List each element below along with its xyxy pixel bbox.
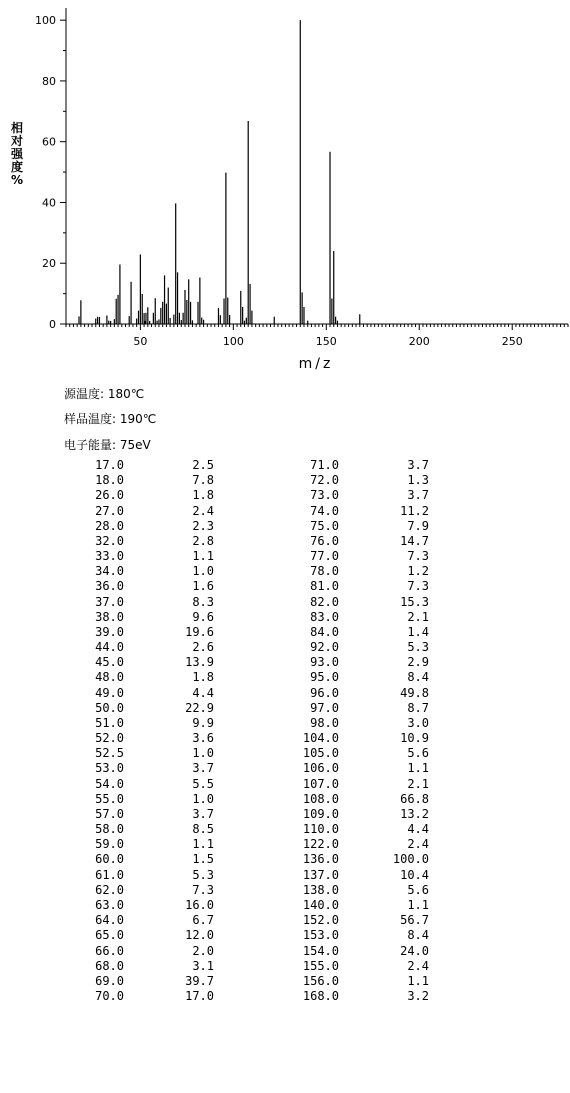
mz-value: 60.0 <box>95 852 124 867</box>
intensity-value: 14.7 <box>400 533 429 548</box>
mz-value: 74.0 <box>310 503 339 518</box>
mz-value: 76.0 <box>310 533 339 548</box>
mz-value: 28.0 <box>95 518 124 533</box>
peak-table <box>64 458 429 1004</box>
mz-value: 137.0 <box>302 867 339 882</box>
mz-value: 26.0 <box>95 488 124 503</box>
mz-value: 153.0 <box>302 928 339 943</box>
table-row <box>64 807 429 822</box>
x-tick-label: 200 <box>408 335 430 348</box>
intensity-value: 1.1 <box>407 973 429 988</box>
table-row <box>64 579 429 594</box>
table-row <box>64 640 429 655</box>
table-row <box>64 883 429 898</box>
intensity-value: 24.0 <box>400 943 429 958</box>
mz-value: 38.0 <box>95 609 124 624</box>
mz-value: 68.0 <box>95 958 124 973</box>
intensity-value: 13.2 <box>400 806 429 821</box>
intensity-value: 3.7 <box>407 488 429 503</box>
y-tick-label: 40 <box>42 196 56 210</box>
mz-value: 97.0 <box>310 700 339 715</box>
mz-value: 49.0 <box>95 685 124 700</box>
x-tick-label: 50 <box>133 335 148 348</box>
mz-value: 92.0 <box>310 640 339 655</box>
intensity-value: 7.8 <box>192 473 214 488</box>
mz-value: 69.0 <box>95 973 124 988</box>
table-row <box>64 852 429 867</box>
intensity-value: 1.3 <box>407 473 429 488</box>
mz-value: 39.0 <box>95 624 124 639</box>
mz-value: 62.0 <box>95 882 124 897</box>
mz-value: 45.0 <box>95 655 124 670</box>
table-row <box>64 625 429 640</box>
chart-axes <box>60 8 568 330</box>
table-row <box>64 989 429 1004</box>
intensity-value: 1.0 <box>192 746 214 761</box>
table-row <box>64 837 429 852</box>
table-row <box>64 868 429 883</box>
intensity-value: 2.0 <box>192 943 214 958</box>
intensity-value: 1.5 <box>192 852 214 867</box>
table-row <box>64 898 429 913</box>
intensity-value: 13.9 <box>185 655 214 670</box>
intensity-value: 3.7 <box>192 761 214 776</box>
x-tick-label: 100 <box>222 335 244 348</box>
mz-value: 51.0 <box>95 715 124 730</box>
y-tick-label: 20 <box>42 257 56 271</box>
mz-value: 71.0 <box>310 458 339 472</box>
intensity-value: 2.5 <box>192 458 214 472</box>
mz-value: 156.0 <box>302 973 339 988</box>
mz-value: 50.0 <box>95 700 124 715</box>
intensity-value: 5.3 <box>192 867 214 882</box>
mz-value: 108.0 <box>302 791 339 806</box>
mz-value: 52.0 <box>95 731 124 746</box>
mz-value: 106.0 <box>302 761 339 776</box>
mz-value: 54.0 <box>95 776 124 791</box>
intensity-value: 1.8 <box>192 670 214 685</box>
intensity-value: 9.6 <box>192 609 214 624</box>
table-row <box>64 564 429 579</box>
mz-value: 107.0 <box>302 776 339 791</box>
table-row <box>64 716 429 731</box>
mz-value: 64.0 <box>95 913 124 928</box>
mz-value: 122.0 <box>302 837 339 852</box>
intensity-value: 2.3 <box>192 518 214 533</box>
mz-value: 34.0 <box>95 564 124 579</box>
intensity-value: 8.5 <box>192 822 214 837</box>
y-axis-label-char: 强 <box>10 147 23 161</box>
mz-value: 58.0 <box>95 822 124 837</box>
intensity-value: 7.3 <box>407 549 429 564</box>
y-tick-label: 80 <box>42 74 56 88</box>
intensity-value: 1.0 <box>192 791 214 806</box>
table-row <box>64 488 429 503</box>
intensity-value: 5.5 <box>192 776 214 791</box>
table-row <box>64 761 429 776</box>
intensity-value: 4.4 <box>407 822 429 837</box>
sample-temperature: 样品温度: 190℃ <box>64 412 157 426</box>
intensity-value: 3.1 <box>192 958 214 973</box>
intensity-value: 12.0 <box>185 928 214 943</box>
intensity-value: 1.1 <box>407 897 429 912</box>
table-row <box>64 670 429 685</box>
table-row <box>64 777 429 792</box>
intensity-value: 2.4 <box>407 958 429 973</box>
mz-value: 75.0 <box>310 518 339 533</box>
x-tick-label: 150 <box>315 335 337 348</box>
table-row <box>64 746 429 761</box>
y-axis-label-char: 对 <box>10 134 23 148</box>
mz-value: 110.0 <box>302 822 339 837</box>
intensity-value: 1.6 <box>192 579 214 594</box>
table-row <box>64 944 429 959</box>
mz-value: 44.0 <box>95 640 124 655</box>
mz-value: 61.0 <box>95 867 124 882</box>
mz-value: 98.0 <box>310 715 339 730</box>
mz-value: 73.0 <box>310 488 339 503</box>
table-row <box>64 655 429 670</box>
x-tick-label: 250 <box>501 335 523 348</box>
intensity-value: 1.0 <box>192 564 214 579</box>
table-row <box>64 519 429 534</box>
intensity-value: 2.9 <box>407 655 429 670</box>
intensity-value: 8.4 <box>407 928 429 943</box>
intensity-value: 100.0 <box>392 852 429 867</box>
intensity-value: 10.4 <box>400 867 429 882</box>
mz-value: 37.0 <box>95 594 124 609</box>
intensity-value: 22.9 <box>185 700 214 715</box>
y-axis-label-char: 度 <box>10 160 23 174</box>
mz-value: 93.0 <box>310 655 339 670</box>
intensity-value: 6.7 <box>192 913 214 928</box>
mz-value: 27.0 <box>95 503 124 518</box>
table-row <box>64 534 429 549</box>
mz-value: 155.0 <box>302 958 339 973</box>
table-row <box>64 458 429 473</box>
intensity-value: 8.7 <box>407 700 429 715</box>
intensity-value: 2.4 <box>407 837 429 852</box>
intensity-value: 19.6 <box>185 624 214 639</box>
intensity-value: 7.3 <box>192 882 214 897</box>
intensity-value: 9.9 <box>192 715 214 730</box>
intensity-value: 8.4 <box>407 670 429 685</box>
intensity-value: 66.8 <box>400 791 429 806</box>
mz-value: 95.0 <box>310 670 339 685</box>
intensity-value: 2.4 <box>192 503 214 518</box>
table-row <box>64 913 429 928</box>
peak-bars <box>79 20 360 324</box>
mz-value: 66.0 <box>95 943 124 958</box>
mz-value: 36.0 <box>95 579 124 594</box>
mz-value: 63.0 <box>95 897 124 912</box>
table-row <box>64 959 429 974</box>
table-row <box>64 549 429 564</box>
mz-value: 140.0 <box>302 897 339 912</box>
table-row <box>64 701 429 716</box>
mz-value: 33.0 <box>95 549 124 564</box>
intensity-value: 56.7 <box>400 913 429 928</box>
y-tick-label: 60 <box>42 135 56 149</box>
y-axis-label <box>9 122 25 187</box>
intensity-value: 3.6 <box>192 731 214 746</box>
intensity-value: 1.8 <box>192 488 214 503</box>
mz-value: 52.5 <box>95 746 124 761</box>
mz-value: 109.0 <box>302 806 339 821</box>
mz-value: 104.0 <box>302 731 339 746</box>
intensity-value: 8.3 <box>192 594 214 609</box>
intensity-value: 1.1 <box>192 549 214 564</box>
mz-value: 84.0 <box>310 624 339 639</box>
intensity-value: 39.7 <box>185 973 214 988</box>
mz-value: 48.0 <box>95 670 124 685</box>
electron-energy: 电子能量: 75eV <box>64 438 151 452</box>
y-axis-label-char: % <box>10 173 24 187</box>
table-row <box>64 595 429 610</box>
mz-value: 78.0 <box>310 564 339 579</box>
intensity-value: 7.9 <box>407 518 429 533</box>
mz-value: 105.0 <box>302 746 339 761</box>
y-tick-label: 100 <box>35 14 56 28</box>
table-row <box>64 473 429 488</box>
table-row <box>64 504 429 519</box>
mz-value: 70.0 <box>95 989 124 1004</box>
intensity-value: 3.7 <box>407 458 429 472</box>
intensity-value: 1.1 <box>192 837 214 852</box>
mz-value: 136.0 <box>302 852 339 867</box>
mz-value: 152.0 <box>302 913 339 928</box>
mz-value: 168.0 <box>302 989 339 1004</box>
intensity-value: 1.1 <box>407 761 429 776</box>
intensity-value: 1.4 <box>407 624 429 639</box>
intensity-value: 4.4 <box>192 685 214 700</box>
table-row <box>64 686 429 701</box>
intensity-value: 5.6 <box>407 746 429 761</box>
intensity-value: 1.2 <box>407 564 429 579</box>
intensity-value: 2.1 <box>407 776 429 791</box>
table-row <box>64 610 429 625</box>
intensity-value: 5.3 <box>407 640 429 655</box>
intensity-value: 2.6 <box>192 640 214 655</box>
intensity-value: 49.8 <box>400 685 429 700</box>
mz-value: 53.0 <box>95 761 124 776</box>
mz-value: 72.0 <box>310 473 339 488</box>
table-row <box>64 974 429 989</box>
mz-value: 59.0 <box>95 837 124 852</box>
tick-labels <box>35 14 523 348</box>
mz-value: 154.0 <box>302 943 339 958</box>
intensity-value: 3.0 <box>407 715 429 730</box>
mz-value: 77.0 <box>310 549 339 564</box>
y-axis-label-char: 相 <box>10 121 23 135</box>
intensity-value: 5.6 <box>407 882 429 897</box>
table-row <box>64 792 429 807</box>
table-row <box>64 731 429 746</box>
table-row <box>64 928 429 943</box>
intensity-value: 17.0 <box>185 989 214 1004</box>
mz-value: 138.0 <box>302 882 339 897</box>
intensity-value: 3.2 <box>407 989 429 1004</box>
mz-value: 55.0 <box>95 791 124 806</box>
mz-value: 17.0 <box>95 458 124 472</box>
mass-spectrum-chart <box>0 0 570 380</box>
mz-value: 83.0 <box>310 609 339 624</box>
intensity-value: 2.1 <box>407 609 429 624</box>
intensity-value: 7.3 <box>407 579 429 594</box>
intensity-value: 16.0 <box>185 897 214 912</box>
mz-value: 96.0 <box>310 685 339 700</box>
source-temperature: 源温度: 180℃ <box>64 387 145 401</box>
intensity-value: 11.2 <box>400 503 429 518</box>
table-row <box>64 822 429 837</box>
x-axis-label: m/z <box>298 356 334 372</box>
mz-value: 32.0 <box>95 533 124 548</box>
mz-value: 81.0 <box>310 579 339 594</box>
mz-value: 18.0 <box>95 473 124 488</box>
intensity-value: 15.3 <box>400 594 429 609</box>
mz-value: 82.0 <box>310 594 339 609</box>
intensity-value: 10.9 <box>400 731 429 746</box>
intensity-value: 2.8 <box>192 533 214 548</box>
mz-value: 57.0 <box>95 806 124 821</box>
mz-value: 65.0 <box>95 928 124 943</box>
y-tick-label: 0 <box>49 318 56 331</box>
intensity-value: 3.7 <box>192 806 214 821</box>
